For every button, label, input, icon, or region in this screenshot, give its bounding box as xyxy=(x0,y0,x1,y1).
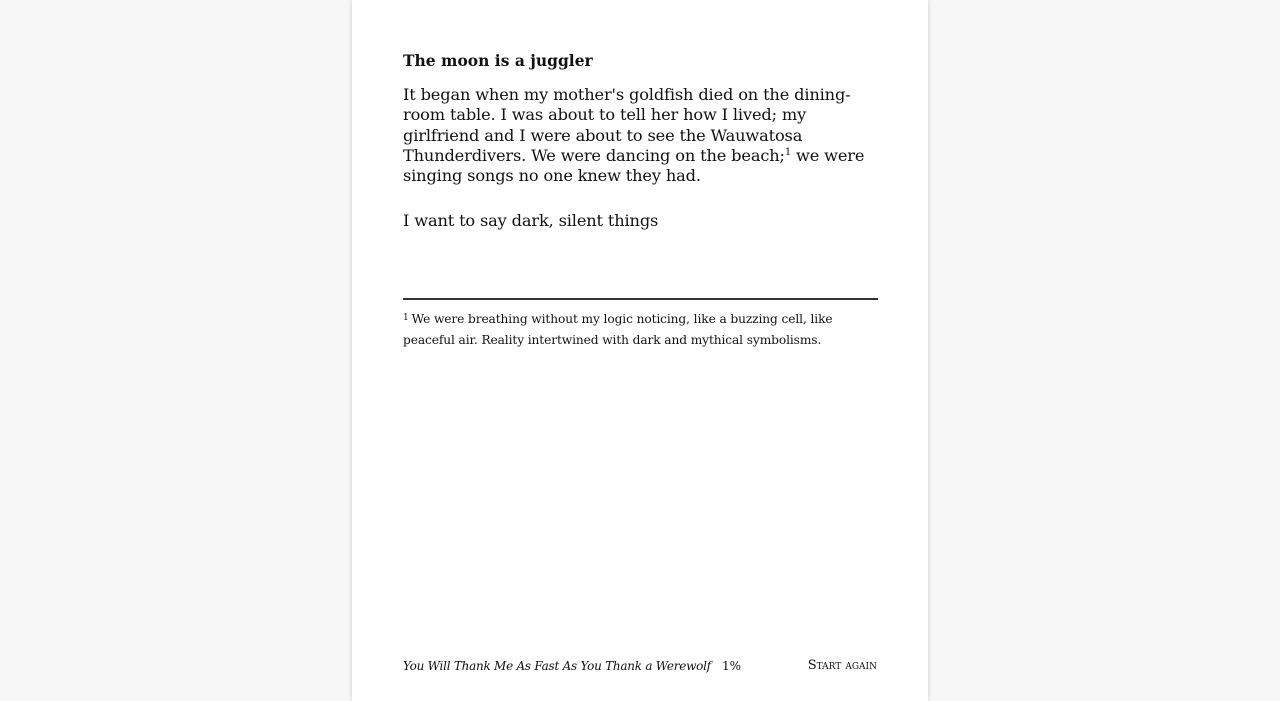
story-paragraph xyxy=(403,85,878,186)
footnote-reference[interactable]: 1 xyxy=(784,146,792,158)
paragraph-text: It began when my mother's goldfish died on the dining-room table. I was about to tell her how I lived; my girlfriend and I were about to see the Wauwatosa Thunderdivers. We were dancing on the beach; xyxy=(403,85,851,165)
footnote-text: We were breathing without my logic noticing, like a buzzing cell, like peaceful air. Reality intertwined with dark and mythical symbolisms. xyxy=(403,312,833,347)
start-again-link[interactable]: Start again xyxy=(807,658,877,673)
page-footer xyxy=(403,657,878,677)
progress-percent: 1% xyxy=(722,659,742,673)
footnote-divider xyxy=(403,298,878,300)
section-heading: The moon is a juggler xyxy=(403,51,593,70)
book-page xyxy=(352,0,928,701)
book-title: You Will Thank Me As Fast As You Thank a Werewolf xyxy=(403,659,711,673)
page-content xyxy=(403,50,878,232)
footnote-mark: 1 xyxy=(403,313,409,323)
footnote xyxy=(403,308,878,351)
paragraph-text-continued: we were singing songs no one knew they had. xyxy=(403,145,865,186)
choice-paragraph: I want to say dark, silent things xyxy=(403,211,659,231)
